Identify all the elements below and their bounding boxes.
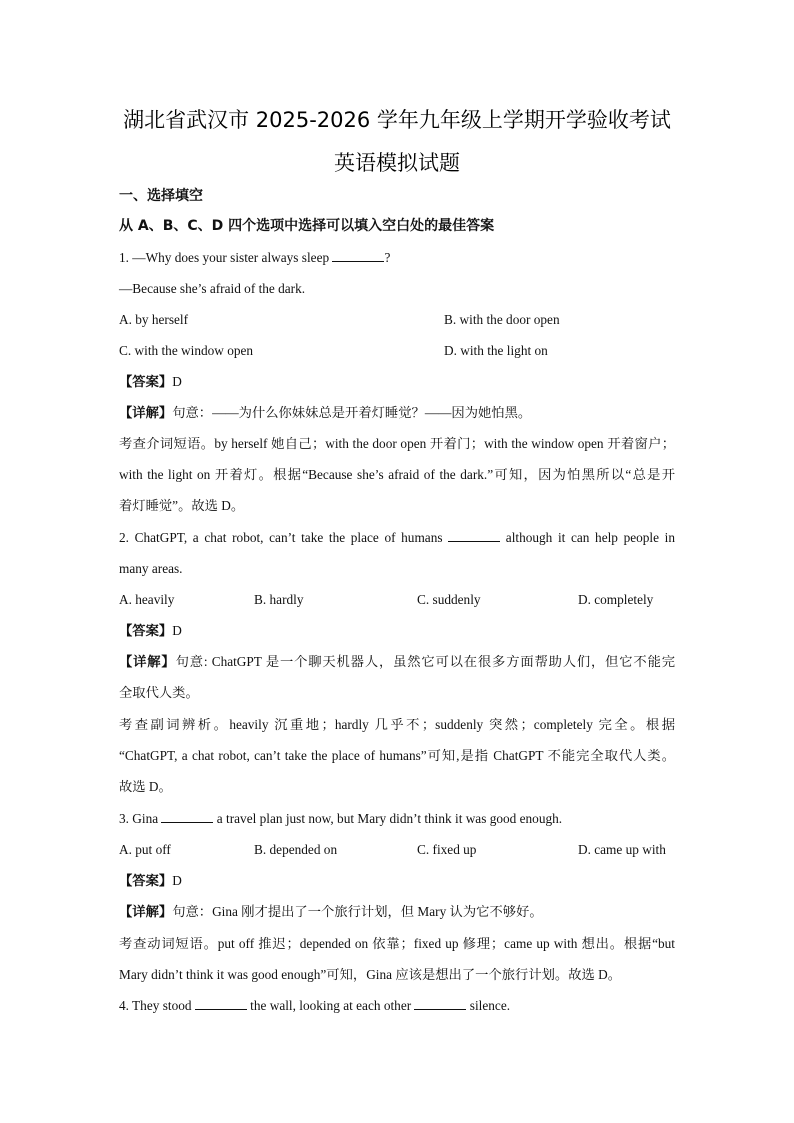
q3-option-b: B. depended on [254, 842, 338, 857]
q2-detail-text1: 句意: ChatGPT 是一个聊天机器人，虽然它可以在很多方面帮助人们，但它不能完 [175, 654, 676, 669]
q3-answer [119, 872, 182, 891]
q1-detail-line4: 着灯睡觉”。故选 D。 [119, 498, 245, 513]
q2-detail-line1 [119, 653, 675, 672]
q2-stem-text-b: although it can help people in [500, 530, 676, 545]
exam-title-line2: 英语模拟试题 [334, 151, 460, 175]
q2-answer-tag: 【答案】 [119, 624, 173, 639]
section-heading: 一、选择填空 [119, 188, 203, 204]
q1-detail-tag: 【详解】 [119, 406, 173, 421]
q3-stem [119, 810, 562, 828]
q1-answer-tag: 【答案】 [119, 375, 173, 390]
q3-detail-line3: Mary didn’t think it was good enough”可知，Gina 应该是想出了一个旅行计划。故选 D。 [119, 967, 622, 982]
section-instruction: 从 A、B、C、D 四个选项中选择可以填入空白处的最佳答案 [119, 218, 495, 234]
q2-blank [448, 529, 500, 542]
q2-option-b: B. hardly [254, 592, 304, 607]
q1-reply: —Because she’s afraid of the dark. [119, 281, 306, 296]
q4-stem-text-b: the wall, looking at each other [246, 998, 415, 1013]
q2-answer [119, 622, 182, 641]
q3-blank [161, 810, 213, 823]
q4-stem-text-a: 4. They stood [119, 998, 195, 1013]
q3-detail-text1: 句意：Gina 刚才提出了一个旅行计划，但 Mary 认为它不够好。 [172, 904, 543, 919]
q1-answer [119, 373, 182, 392]
q1-option-c: C. with the window open [119, 343, 254, 358]
q1-blank [332, 249, 384, 262]
q3-stem-text-b: a travel plan just now, but Mary didn’t think it was good enough. [213, 811, 563, 826]
q2-detail-tag: 【详解】 [119, 655, 176, 670]
q2-answer-value: D [172, 623, 182, 638]
q3-detail-line2: 考查动词短语。put off 推迟；depended on 依靠；fixed up 修理；came up with 想出。根据“but [119, 936, 675, 951]
q2-detail-line4: “ChatGPT, a chat robot, can’t take the place of humans”可知,是指 ChatGPT 不能完全取代人类。 [119, 748, 675, 763]
q4-blank-2 [414, 997, 466, 1010]
q3-detail-line1 [119, 903, 543, 922]
q2-detail-line2: 全取代人类。 [119, 685, 199, 700]
q1-detail-line3: with the light on 开着灯。根据“Because she’s afraid of the dark.”可知，因为怕黑所以“总是开 [119, 467, 675, 482]
q3-option-a: A. put off [119, 842, 171, 857]
q4-stem [119, 997, 510, 1015]
q2-option-c: C. suddenly [417, 592, 481, 607]
q3-answer-value: D [172, 873, 182, 888]
q2-stem-text-a: 2. ChatGPT, a chat robot, can’t take the place of humans [119, 530, 449, 545]
q2-stem [119, 529, 675, 547]
q2-option-d: D. completely [578, 592, 654, 607]
q1-stem-text-b: ? [384, 250, 391, 265]
q1-stem-text-a: 1. —Why does your sister always sleep [119, 250, 333, 265]
q1-detail-text1: 句意：——为什么你妹妹总是开着灯睡觉？——因为她怕黑。 [172, 405, 532, 420]
q2-stem-line2: many areas. [119, 561, 183, 576]
q1-option-a: A. by herself [119, 312, 189, 327]
q3-detail-tag: 【详解】 [119, 905, 173, 920]
q1-option-d: D. with the light on [444, 343, 548, 358]
q1-detail-line1 [119, 404, 531, 423]
q1-option-b: B. with the door open [444, 312, 560, 327]
q2-detail-line5: 故选 D。 [119, 779, 172, 794]
q3-answer-tag: 【答案】 [119, 874, 173, 889]
q3-option-d: D. came up with [578, 842, 666, 857]
q3-option-c: C. fixed up [417, 842, 477, 857]
q4-blank-1 [195, 997, 247, 1010]
q1-answer-value: D [172, 374, 182, 389]
q1-stem [119, 249, 390, 267]
exam-title-line1: 湖北省武汉市 2025-2026 学年九年级上学期开学验收考试 [123, 108, 671, 132]
q2-detail-line3: 考查副词辨析。heavily 沉重地；hardly 几乎不；suddenly 突然；completely 完全。根据 [119, 717, 675, 732]
q4-stem-text-c: silence. [466, 998, 511, 1013]
q2-option-a: A. heavily [119, 592, 175, 607]
q1-detail-line2: 考查介词短语。by herself 她自己；with the door open 开着门；with the window open 开着窗户； [119, 436, 675, 451]
q3-stem-text-a: 3. Gina [119, 811, 162, 826]
